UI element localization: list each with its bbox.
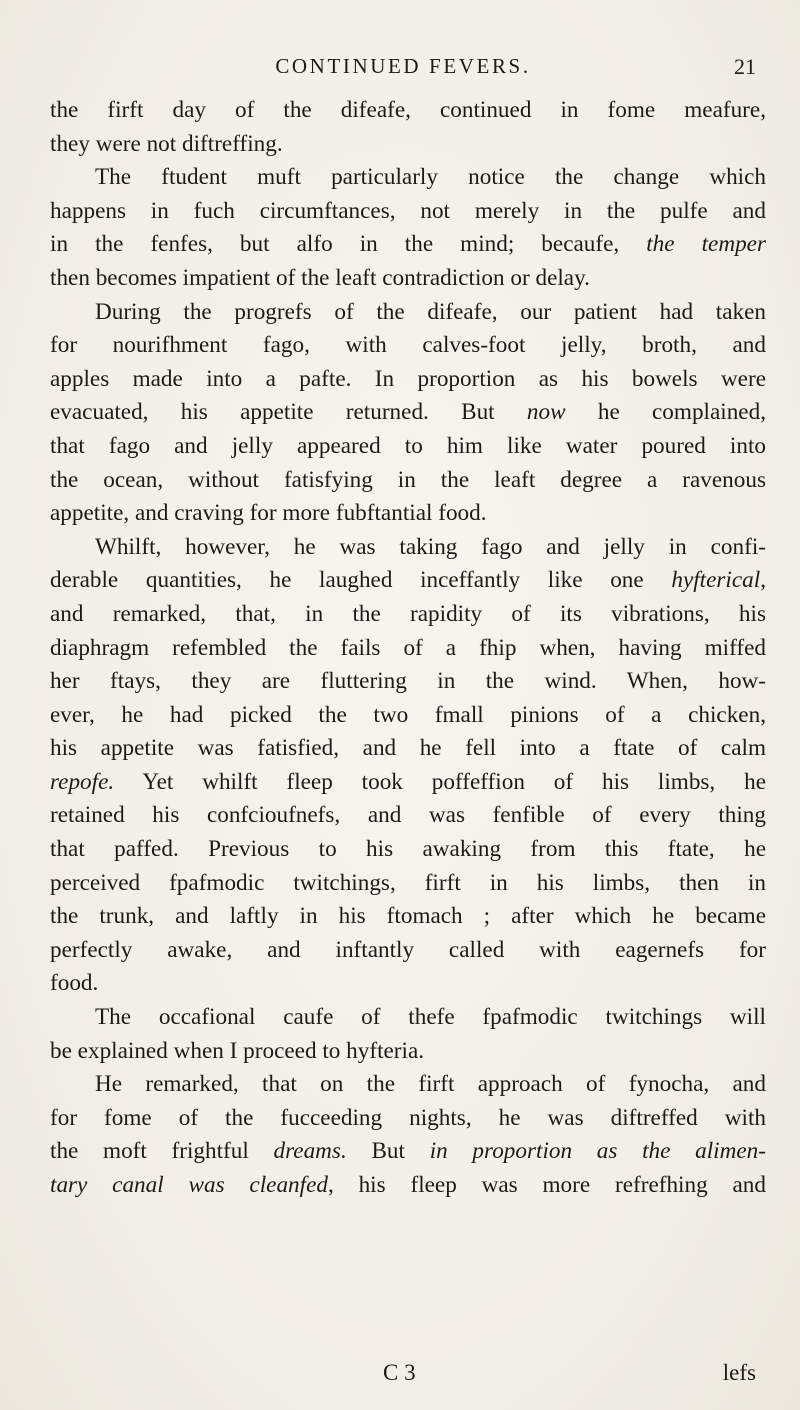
text-run: the moft frightful (50, 1138, 274, 1165)
text-line: her ftays, they are fluttering in the wind. When, how- (50, 668, 766, 695)
text-line (50, 1135, 766, 1169)
italic-phrase: now (526, 399, 566, 426)
text-line: the firft day of the difeafe, continued in fome meafure, (50, 97, 766, 123)
text-line: Whilft, however, he was taking fago and jelly in confi- (95, 533, 766, 560)
catchword: lefs (722, 1360, 756, 1385)
text-line: for fome of the fucceeding nights, he was diftreffed with (50, 1104, 766, 1131)
text-run: he complained, (565, 399, 766, 426)
text-line: the ocean, without fatisfying in the leaft degree a ravenous (50, 466, 766, 493)
text-line (50, 228, 766, 262)
page-number: 21 (734, 54, 756, 79)
italic-phrase: tary canal was cleanfed (50, 1172, 328, 1198)
page-footer (50, 1360, 766, 1394)
text-line: He remarked, that on the firft approach of fynocha, and (95, 1071, 766, 1098)
text-line: be explained when I proceed to hyfteria. (50, 1037, 425, 1064)
text-line: perfectly awake, and inftantly called with eagernefs for (50, 936, 766, 963)
italic-phrase: dreams. (273, 1138, 347, 1165)
text-line (50, 766, 766, 800)
text-run: Yet whilft fleep took poffeffion of his limbs, he (114, 768, 766, 795)
text-line: they were not diftreffing. (50, 130, 283, 157)
text-run: But (346, 1138, 430, 1165)
text-line: ever, he had picked the two fmall pinions of a chicken, (50, 701, 766, 728)
text-line: and remarked, that, in the rapidity of its vibrations, his (50, 600, 766, 627)
text-line (50, 564, 766, 598)
italic-phrase: hyfterical (671, 567, 761, 594)
text-line: retained his confcioufnefs, and was fenfible of every thing (50, 802, 766, 829)
text-run: in the fenfes, but alfo in the mind; becaufe, (50, 231, 647, 258)
italic-phrase: the temper (646, 231, 766, 258)
italic-phrase: repofe. (50, 768, 115, 795)
text-line: the trunk, and laftly in his ftomach ; after which he became (50, 903, 766, 930)
text-line: The occafional caufe of thefe fpafmodic twitchings will (95, 1004, 766, 1031)
text-line: that fago and jelly appeared to him like water poured into (50, 432, 766, 459)
body-text (50, 94, 766, 1203)
text-line: perceived fpafmodic twitchings, firft in his limbs, then in (50, 869, 766, 896)
text-run: derable quantities, he laughed inceffantly like one (50, 567, 672, 594)
text-line: appetite, and craving for more fubftantial food. (50, 500, 487, 527)
text-run: evacuated, his appetite returned. But (50, 399, 527, 426)
text-line (50, 396, 766, 430)
text-line (50, 1169, 766, 1203)
text-line: diaphragm refembled the fails of a fhip when, having miffed (50, 634, 766, 661)
italic-phrase: in proportion as the alimen- (429, 1138, 766, 1165)
text-line: for nourifhment fago, with calves-foot jelly, broth, and (50, 332, 766, 359)
text-run: , (760, 567, 766, 594)
text-line: During the progrefs of the difeafe, our patient had taken (95, 298, 766, 325)
text-line: The ftudent muft particularly notice the change which (95, 164, 766, 191)
signature-mark: C 3 (383, 1360, 416, 1385)
text-line: happens in fuch circumftances, not merely in the pulfe and (50, 197, 766, 224)
text-line: food. (50, 970, 99, 997)
text-line: that paffed. Previous to his awaking from this ftate, he (50, 836, 766, 863)
text-line: apples made into a pafte. In proportion as his bowels were (50, 365, 766, 392)
page-header (50, 52, 756, 86)
running-head: CONTINUED FEVERS. (275, 54, 531, 78)
text-line: then becomes impatient of the leaft contradiction or delay. (50, 264, 590, 291)
text-line: his appetite was fatisfied, and he fell into a ftate of calm (50, 735, 766, 762)
text-run: , his fleep was more refrefhing and (327, 1172, 766, 1198)
